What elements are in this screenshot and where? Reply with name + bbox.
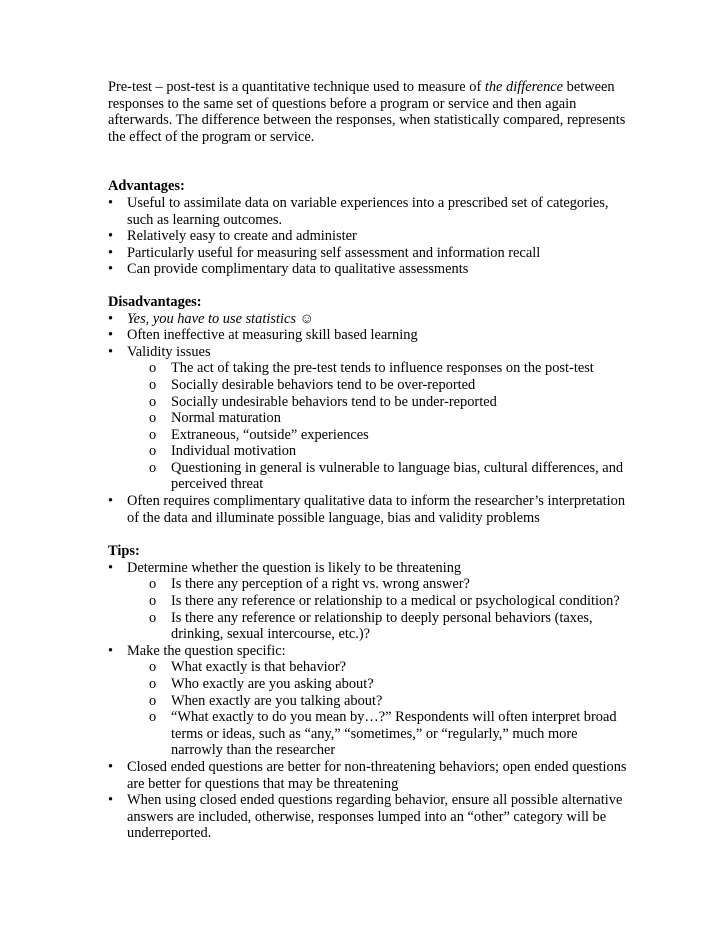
list-item: • Closed ended questions are better for non-threatening behaviors; open ended questions are better for questions that may be threatening (108, 759, 628, 792)
tips-heading: Tips: (108, 543, 140, 560)
sub-list-item: o Who exactly are you asking about? (127, 676, 628, 693)
sub-list-item: o Socially desirable behaviors tend to be over-reported (127, 377, 628, 394)
sub-list-item: o Is there any reference or relationship to deeply personal behaviors (taxes, drinking, sexual intercourse, etc.)? (127, 610, 628, 643)
list-item: • Can provide complimentary data to qualitative assessments (108, 261, 628, 278)
list-item: • Relatively easy to create and administer (108, 228, 628, 245)
intro-paragraph (108, 79, 628, 145)
document-page (108, 79, 628, 842)
validity-issues-label: Validity issues (127, 343, 211, 360)
sub-list-item: o Is there any perception of a right vs. wrong answer? (127, 576, 628, 593)
sub-list-item: o Questioning in general is vulnerable to language bias, cultural differences, and perceived threat (127, 460, 628, 493)
list-item: • Useful to assimilate data on variable experiences into a prescribed set of categories, such as learning outcomes. (108, 195, 628, 228)
intro-emphasis: the difference (484, 79, 564, 95)
tips-section (108, 543, 628, 842)
threatening-question-label: Determine whether the question is likely to be threatening (127, 559, 462, 576)
sub-list-item: o Is there any reference or relationship to a medical or psychological condition? (127, 593, 628, 610)
sub-list-item: o When exactly are you talking about? (127, 693, 628, 710)
sub-list-item: o Socially undesirable behaviors tend to be under-reported (127, 394, 628, 411)
advantages-heading: Advantages: (108, 178, 185, 195)
list-item: • When using closed ended questions regarding behavior, ensure all possible alternative answers are included, otherwise, responses lumped into an “other” category will be underreported. (108, 792, 628, 842)
sub-list-item: o Individual motivation (127, 443, 628, 460)
list-item (108, 344, 628, 493)
spacer (108, 278, 628, 294)
list-item: • Particularly useful for measuring self assessment and information recall (108, 245, 628, 262)
sub-list-item: o What exactly is that behavior? (127, 659, 628, 676)
validity-sublist (127, 360, 628, 493)
spacer (108, 526, 628, 543)
intro-text-after: between responses to the same set of questions before a program or service and then again afterwards. The difference between the responses, when statistically compared, represents the effect of the program or service. (108, 79, 626, 145)
threatening-sublist (127, 576, 628, 642)
sub-list-item: o Extraneous, “outside” experiences (127, 427, 628, 444)
tips-list (108, 560, 628, 842)
list-item (108, 311, 628, 328)
sub-list-item: o Normal maturation (127, 410, 628, 427)
statistics-remark: Yes, you have to use statistics ☺ (127, 310, 315, 327)
sub-list-item: o “What exactly to do you mean by…?” Respondents will often interpret broad terms or ideas, such as “any,” “sometimes,” or “regularly,” much more narrowly than the researcher (127, 709, 628, 759)
advantages-section (108, 178, 628, 278)
specific-sublist (127, 659, 628, 759)
intro-text-before: Pre-test – post-test is a quantitative technique used to measure of (108, 79, 485, 95)
list-item: • Often requires complimentary qualitative data to inform the researcher’s interpretation of the data and illuminate possible language, bias and validity problems (108, 493, 628, 526)
advantages-list (108, 195, 628, 278)
disadvantages-section (108, 294, 628, 526)
disadvantages-list (108, 311, 628, 527)
list-item: • Often ineffective at measuring skill based learning (108, 327, 628, 344)
list-item (108, 643, 628, 759)
sub-list-item: o The act of taking the pre-test tends to influence responses on the post-test (127, 360, 628, 377)
disadvantages-heading: Disadvantages: (108, 293, 202, 310)
specific-question-label: Make the question specific: (127, 642, 286, 659)
list-item (108, 560, 628, 643)
